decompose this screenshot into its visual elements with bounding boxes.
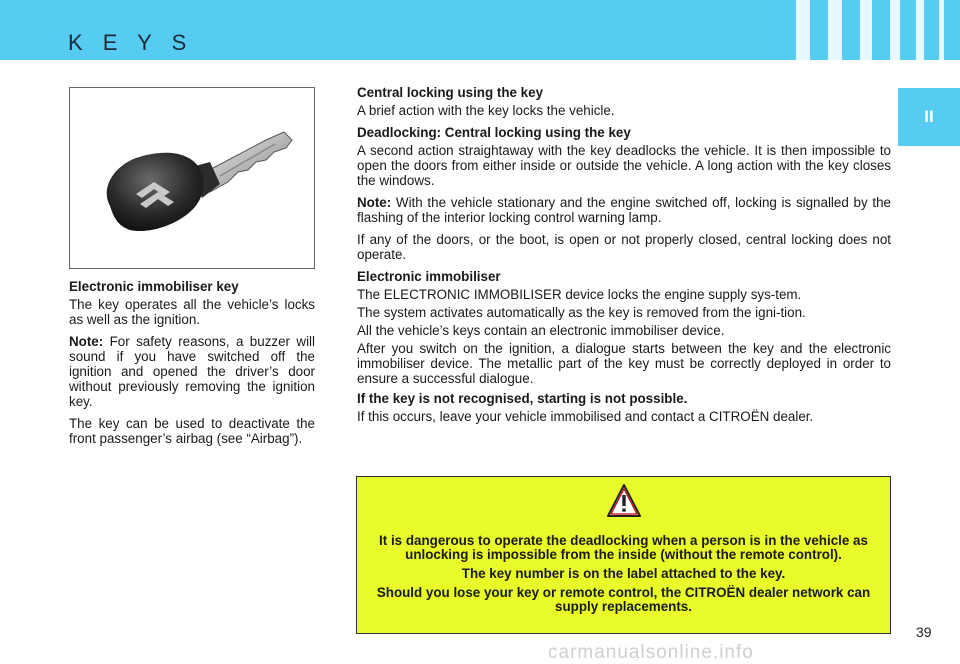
electronic-immobiliser-heading: Electronic immobiliser	[357, 269, 501, 284]
paragraph: The key can be used to deactivate the front passenger’s airbag (see “Airbag”).	[69, 416, 315, 446]
note-label: Note:	[357, 195, 392, 210]
paragraph: The system activates automatically as the key is removed from the igni-tion.	[357, 305, 806, 320]
paragraph: If any of the doors, or the boot, is open or not properly closed, central locking does not operate.	[357, 232, 891, 262]
note-paragraph	[69, 334, 315, 409]
paragraph: After you switch on the ignition, a dialogue starts between the key and the electronic immobiliser device. The metallic part of the key must be correctly deployed in order to ensure a successful dialogue.	[357, 341, 891, 386]
page-number: 39	[916, 624, 932, 640]
warning-line: It is dangerous to operate the deadlocking when a person is in the vehicle as unlocking is impossible from the inside (without the remote control).	[379, 533, 868, 562]
note-label: Note:	[69, 334, 104, 349]
header-bar	[0, 0, 960, 60]
warning-triangle-icon	[606, 483, 642, 519]
paragraph: A brief action with the key locks the vehicle.	[357, 103, 615, 118]
watermark: carmanualsonline.info	[548, 642, 754, 663]
chapter-tab[interactable]: II	[898, 88, 960, 146]
warning-text	[367, 534, 880, 619]
note-paragraph	[357, 195, 891, 225]
warning-line: Should you lose your key or remote control, the CITROËN dealer network can supply replacements.	[376, 585, 871, 614]
key-icon	[70, 88, 314, 268]
note-text: For safety reasons, a buzzer will sound if you have switched off the ignition and opened the driver’s door without previously removing the ignition key.	[69, 334, 315, 409]
deadlocking-heading: Deadlocking: Central locking using the key	[357, 125, 631, 140]
note-text: With the vehicle stationary and the engine switched off, locking is signalled by the flashing of the interior locking control warning lamp.	[357, 195, 891, 225]
left-column	[69, 279, 315, 453]
key-photo	[69, 87, 315, 269]
paragraph: All the vehicle’s keys contain an electronic immobiliser device.	[357, 323, 725, 338]
page-title: K E Y S	[68, 30, 194, 55]
paragraph: The key operates all the vehicle’s locks as well as the ignition.	[69, 297, 315, 327]
paragraph: The ELECTRONIC IMMOBILISER device locks the engine supply sys-tem.	[357, 287, 802, 302]
paragraph: A second action straightaway with the key deadlocks the vehicle. It is then impossible to open the doors from either inside or outside the vehicle. A long action with the key closes the windows.	[357, 143, 891, 188]
warning-line: The key number is on the label attached to the key.	[461, 566, 786, 581]
right-column	[357, 85, 891, 431]
paragraph: If this occurs, leave your vehicle immobilised and contact a CITROËN dealer.	[357, 409, 814, 424]
key-not-recognised-heading: If the key is not recognised, starting is not possible.	[357, 391, 688, 406]
warning-box	[356, 476, 891, 634]
central-locking-heading: Central locking using the key	[357, 85, 544, 100]
immobiliser-key-heading: Electronic immobiliser key	[69, 279, 239, 294]
